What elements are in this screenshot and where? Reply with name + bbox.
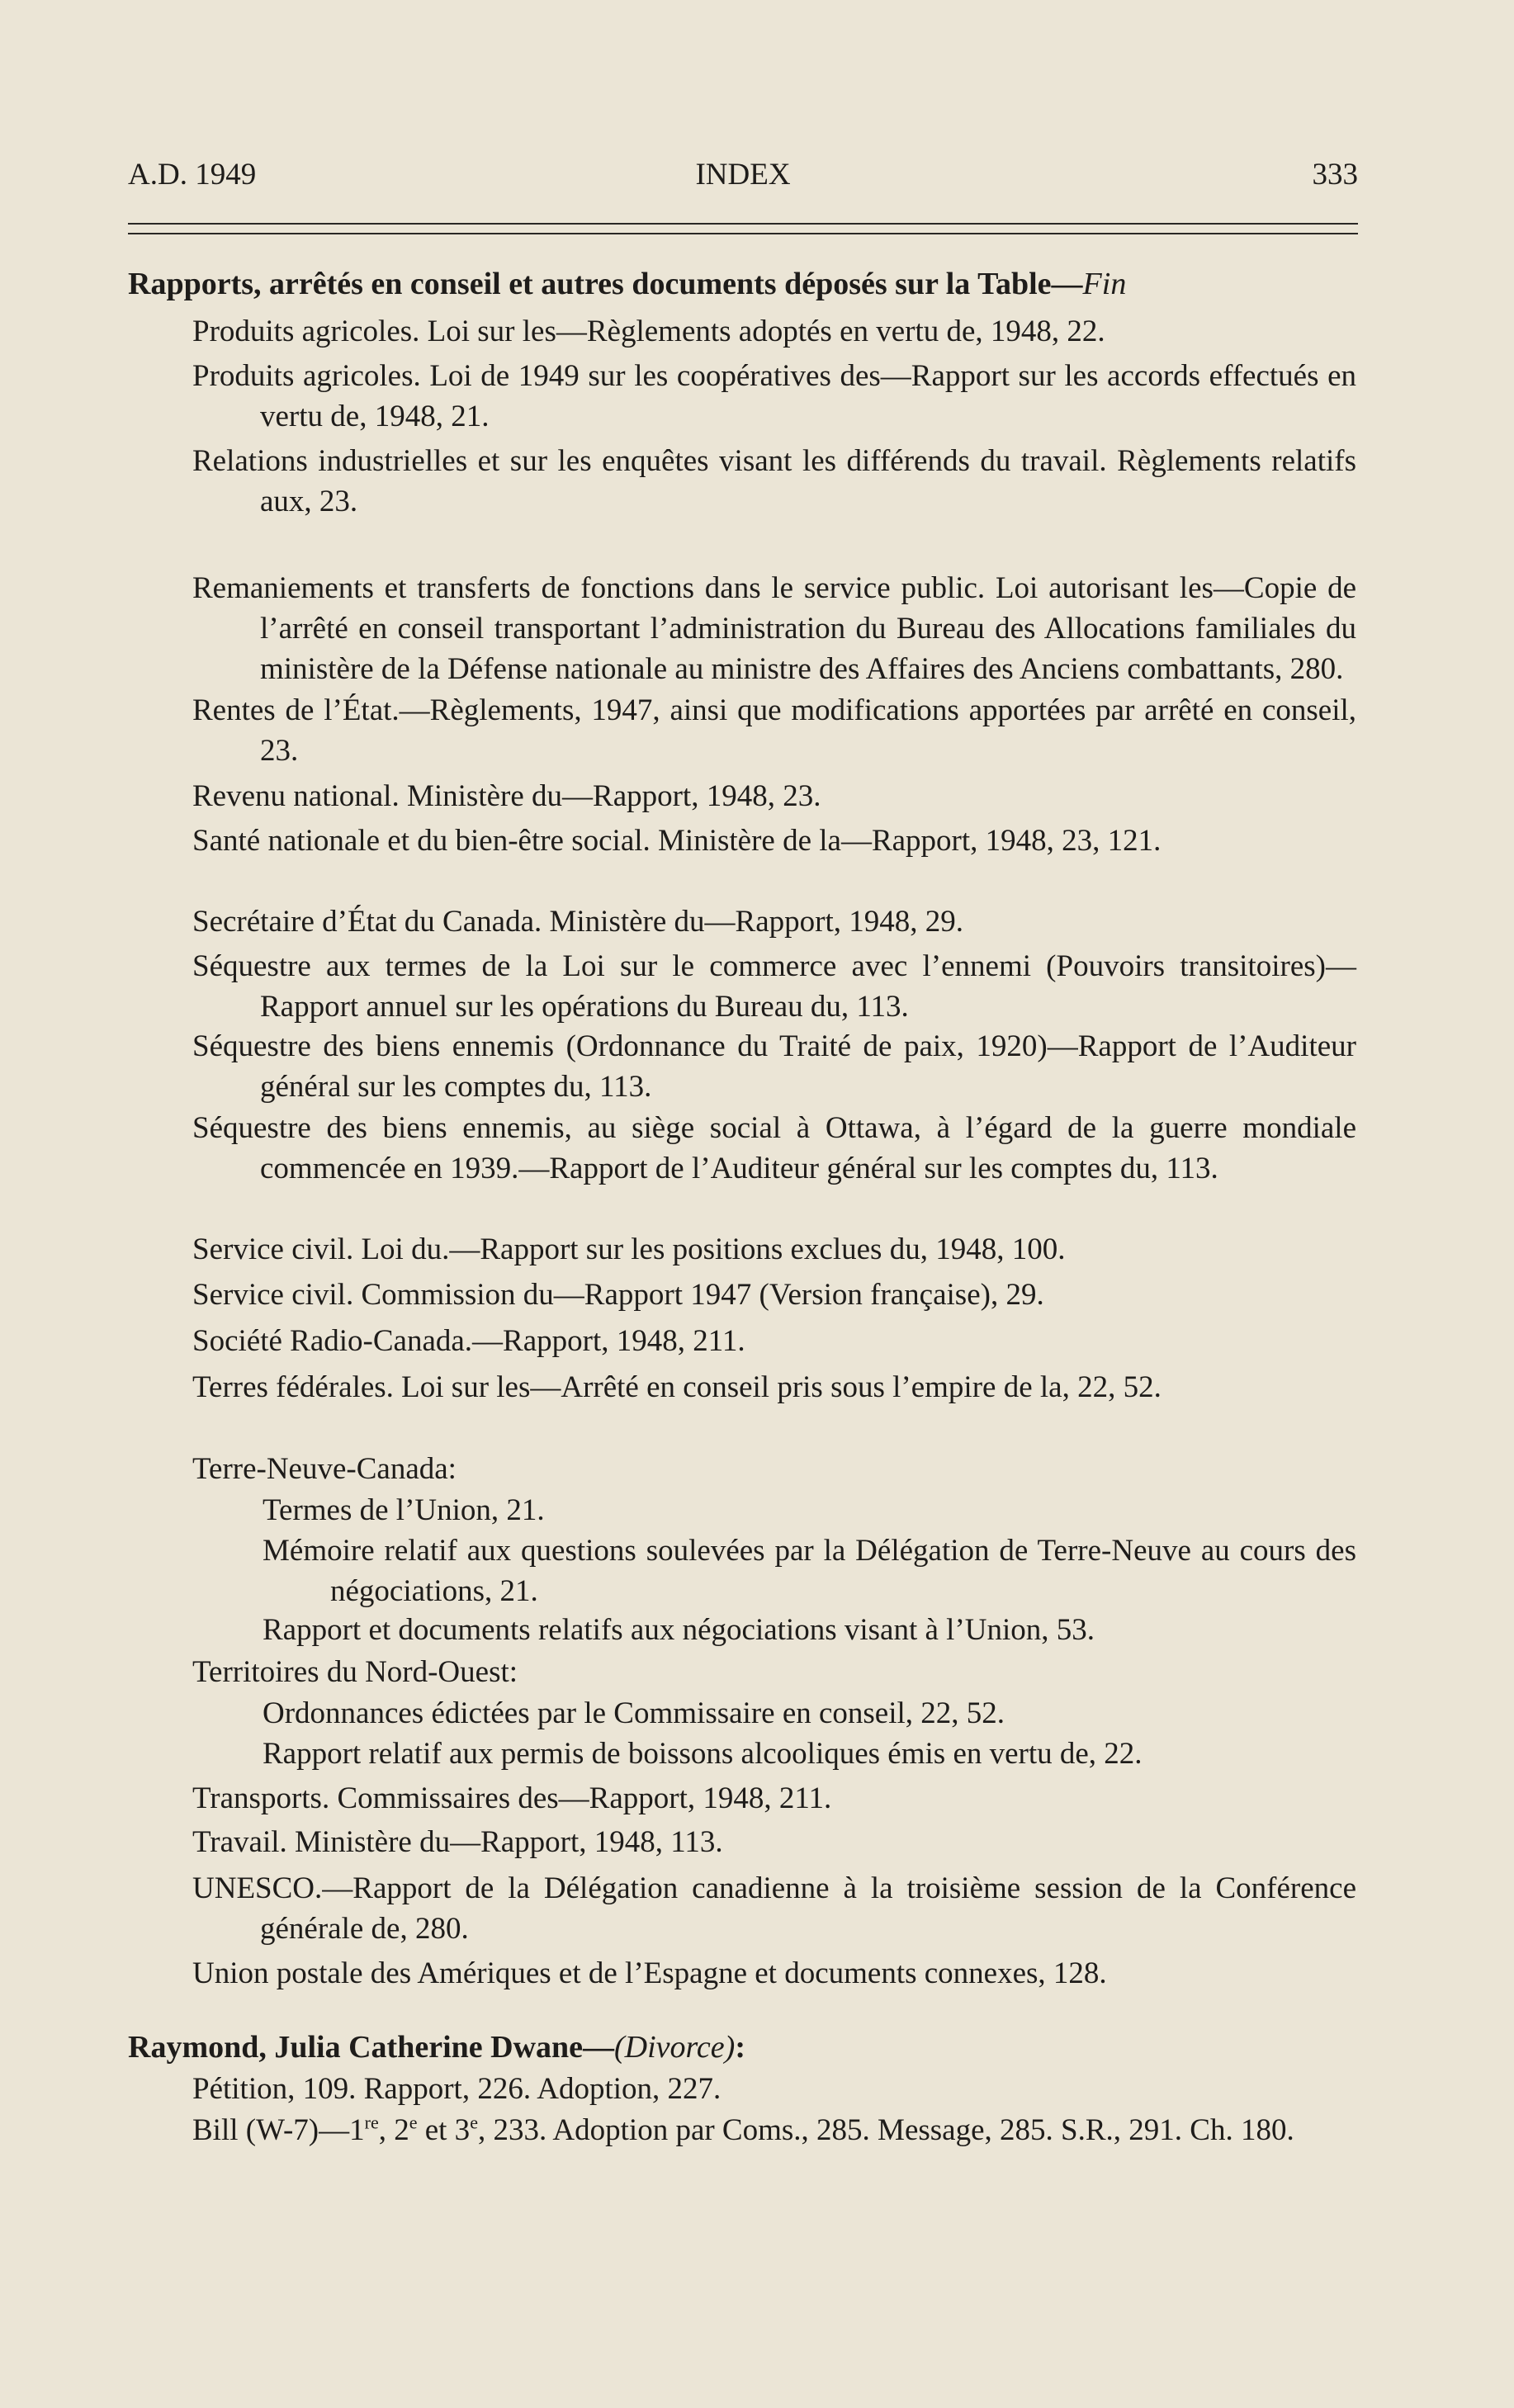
- index-entry: Produits agricoles. Loi de 1949 sur les coopératives des—Rapport sur les accords effectués en vertu de, 1948, 21.: [192, 359, 1356, 433]
- index-entry: Séquestre aux termes de la Loi sur le commerce avec l’ennemi (Pouvoirs transitoires)—Rapport annuel sur les opérations du Bureau du, 113.: [192, 949, 1356, 1024]
- raymond-heading: [128, 2029, 745, 2065]
- index-entry: Service civil. Loi du.—Rapport sur les positions exclues du, 1948, 100.: [192, 1232, 1066, 1266]
- index-entry: Séquestre des biens ennemis, au siège social à Ottawa, à l’égard de la guerre mondiale commencée en 1939.—Rapport de l’Auditeur général sur les comptes du, 113.: [192, 1111, 1356, 1185]
- bill-sup-1: re: [364, 2112, 379, 2133]
- index-subentry: Ordonnances édictées par le Commissaire en conseil, 22, 52.: [263, 1696, 1005, 1730]
- header-title: INDEX: [695, 158, 791, 192]
- header-rule-top: [128, 223, 1358, 225]
- index-entry: Terre-Neuve-Canada:: [192, 1452, 457, 1486]
- raymond-bill: [192, 2110, 1356, 2150]
- index-entry: Relations industrielles et sur les enquêtes visant les différends du travail. Règlements relatifs aux, 23.: [192, 444, 1356, 518]
- index-subentry: Mémoire relatif aux questions soulevées par la Délégation de Terre-Neuve au cours des négociations, 21.: [263, 1534, 1356, 1608]
- index-subentry: Rapport et documents relatifs aux négociations visant à l’Union, 53.: [263, 1613, 1095, 1647]
- bill-part-b: , 2: [378, 2113, 409, 2147]
- index-subentry: Rapport relatif aux permis de boissons alcooliques émis en vertu de, 22.: [263, 1737, 1143, 1771]
- index-entry: Transports. Commissaires des—Rapport, 1948, 211.: [192, 1781, 832, 1815]
- index-entry: Secrétaire d’État du Canada. Ministère du—Rapport, 1948, 29.: [192, 905, 963, 939]
- index-entry: Terres fédérales. Loi sur les—Arrêté en conseil pris sous l’empire de la, 22, 52.: [192, 1370, 1162, 1404]
- index-entry: Travail. Ministère du—Rapport, 1948, 113.: [192, 1825, 723, 1859]
- running-header: [128, 157, 1358, 198]
- bill-part-d: , 233. Adoption par Coms., 285. Message, 285. S.R., 291. Ch. 180.: [477, 2113, 1294, 2147]
- index-entry: Produits agricoles. Loi sur les—Règlements adoptés en vertu de, 1948, 22.: [192, 315, 1105, 348]
- section-heading: [128, 266, 1126, 302]
- page-number: 333: [1312, 158, 1358, 192]
- index-entry: Revenu national. Ministère du—Rapport, 1948, 23.: [192, 779, 821, 813]
- bill-sup-3: e: [470, 2112, 478, 2133]
- header-year: A.D. 1949: [128, 158, 257, 192]
- raymond-petition: Pétition, 109. Rapport, 226. Adoption, 227.: [192, 2072, 722, 2106]
- index-entry: Union postale des Amériques et de l’Espagne et documents connexes, 128.: [192, 1956, 1107, 1990]
- header-rule-bottom: [128, 233, 1358, 234]
- raymond-divorce: (Divorce): [614, 2030, 736, 2065]
- index-entry: Remaniements et transferts de fonctions dans le service public. Loi autorisant les—Copie de l’arrêté en conseil transportant l’administration du Bureau des Allocations familiales du ministère de la Défense nationale au ministre des Affaires des Anciens combattants, 280.: [192, 571, 1356, 686]
- index-entry: Santé nationale et du bien-être social. Ministère de la—Rapport, 1948, 23, 121.: [192, 824, 1162, 858]
- index-entry: Société Radio-Canada.—Rapport, 1948, 211.: [192, 1324, 745, 1358]
- index-entry: Rentes de l’État.—Règlements, 1947, ainsi que modifications apportées par arrêté en conseil, 23.: [192, 693, 1356, 768]
- raymond-colon: :: [735, 2030, 745, 2065]
- index-entry: UNESCO.—Rapport de la Délégation canadienne à la troisième session de la Conférence générale de, 280.: [192, 1871, 1356, 1946]
- index-entry: Territoires du Nord-Ouest:: [192, 1655, 518, 1689]
- raymond-name: Raymond, Julia Catherine Dwane—: [128, 2030, 615, 2065]
- index-entry: Service civil. Commission du—Rapport 1947 (Version française), 29.: [192, 1278, 1044, 1312]
- bill-sup-2: e: [409, 2112, 418, 2133]
- bill-part-a: Bill (W-7)—1: [192, 2113, 365, 2147]
- section-heading-fin: Fin: [1082, 267, 1127, 301]
- section-heading-text: Rapports, arrêtés en conseil et autres documents déposés sur la Table—: [128, 267, 1083, 301]
- bill-part-c: et 3: [417, 2113, 471, 2147]
- index-entry: Séquestre des biens ennemis (Ordonnance du Traité de paix, 1920)—Rapport de l’Auditeur général sur les comptes du, 113.: [192, 1029, 1356, 1104]
- index-subentry: Termes de l’Union, 21.: [263, 1493, 545, 1527]
